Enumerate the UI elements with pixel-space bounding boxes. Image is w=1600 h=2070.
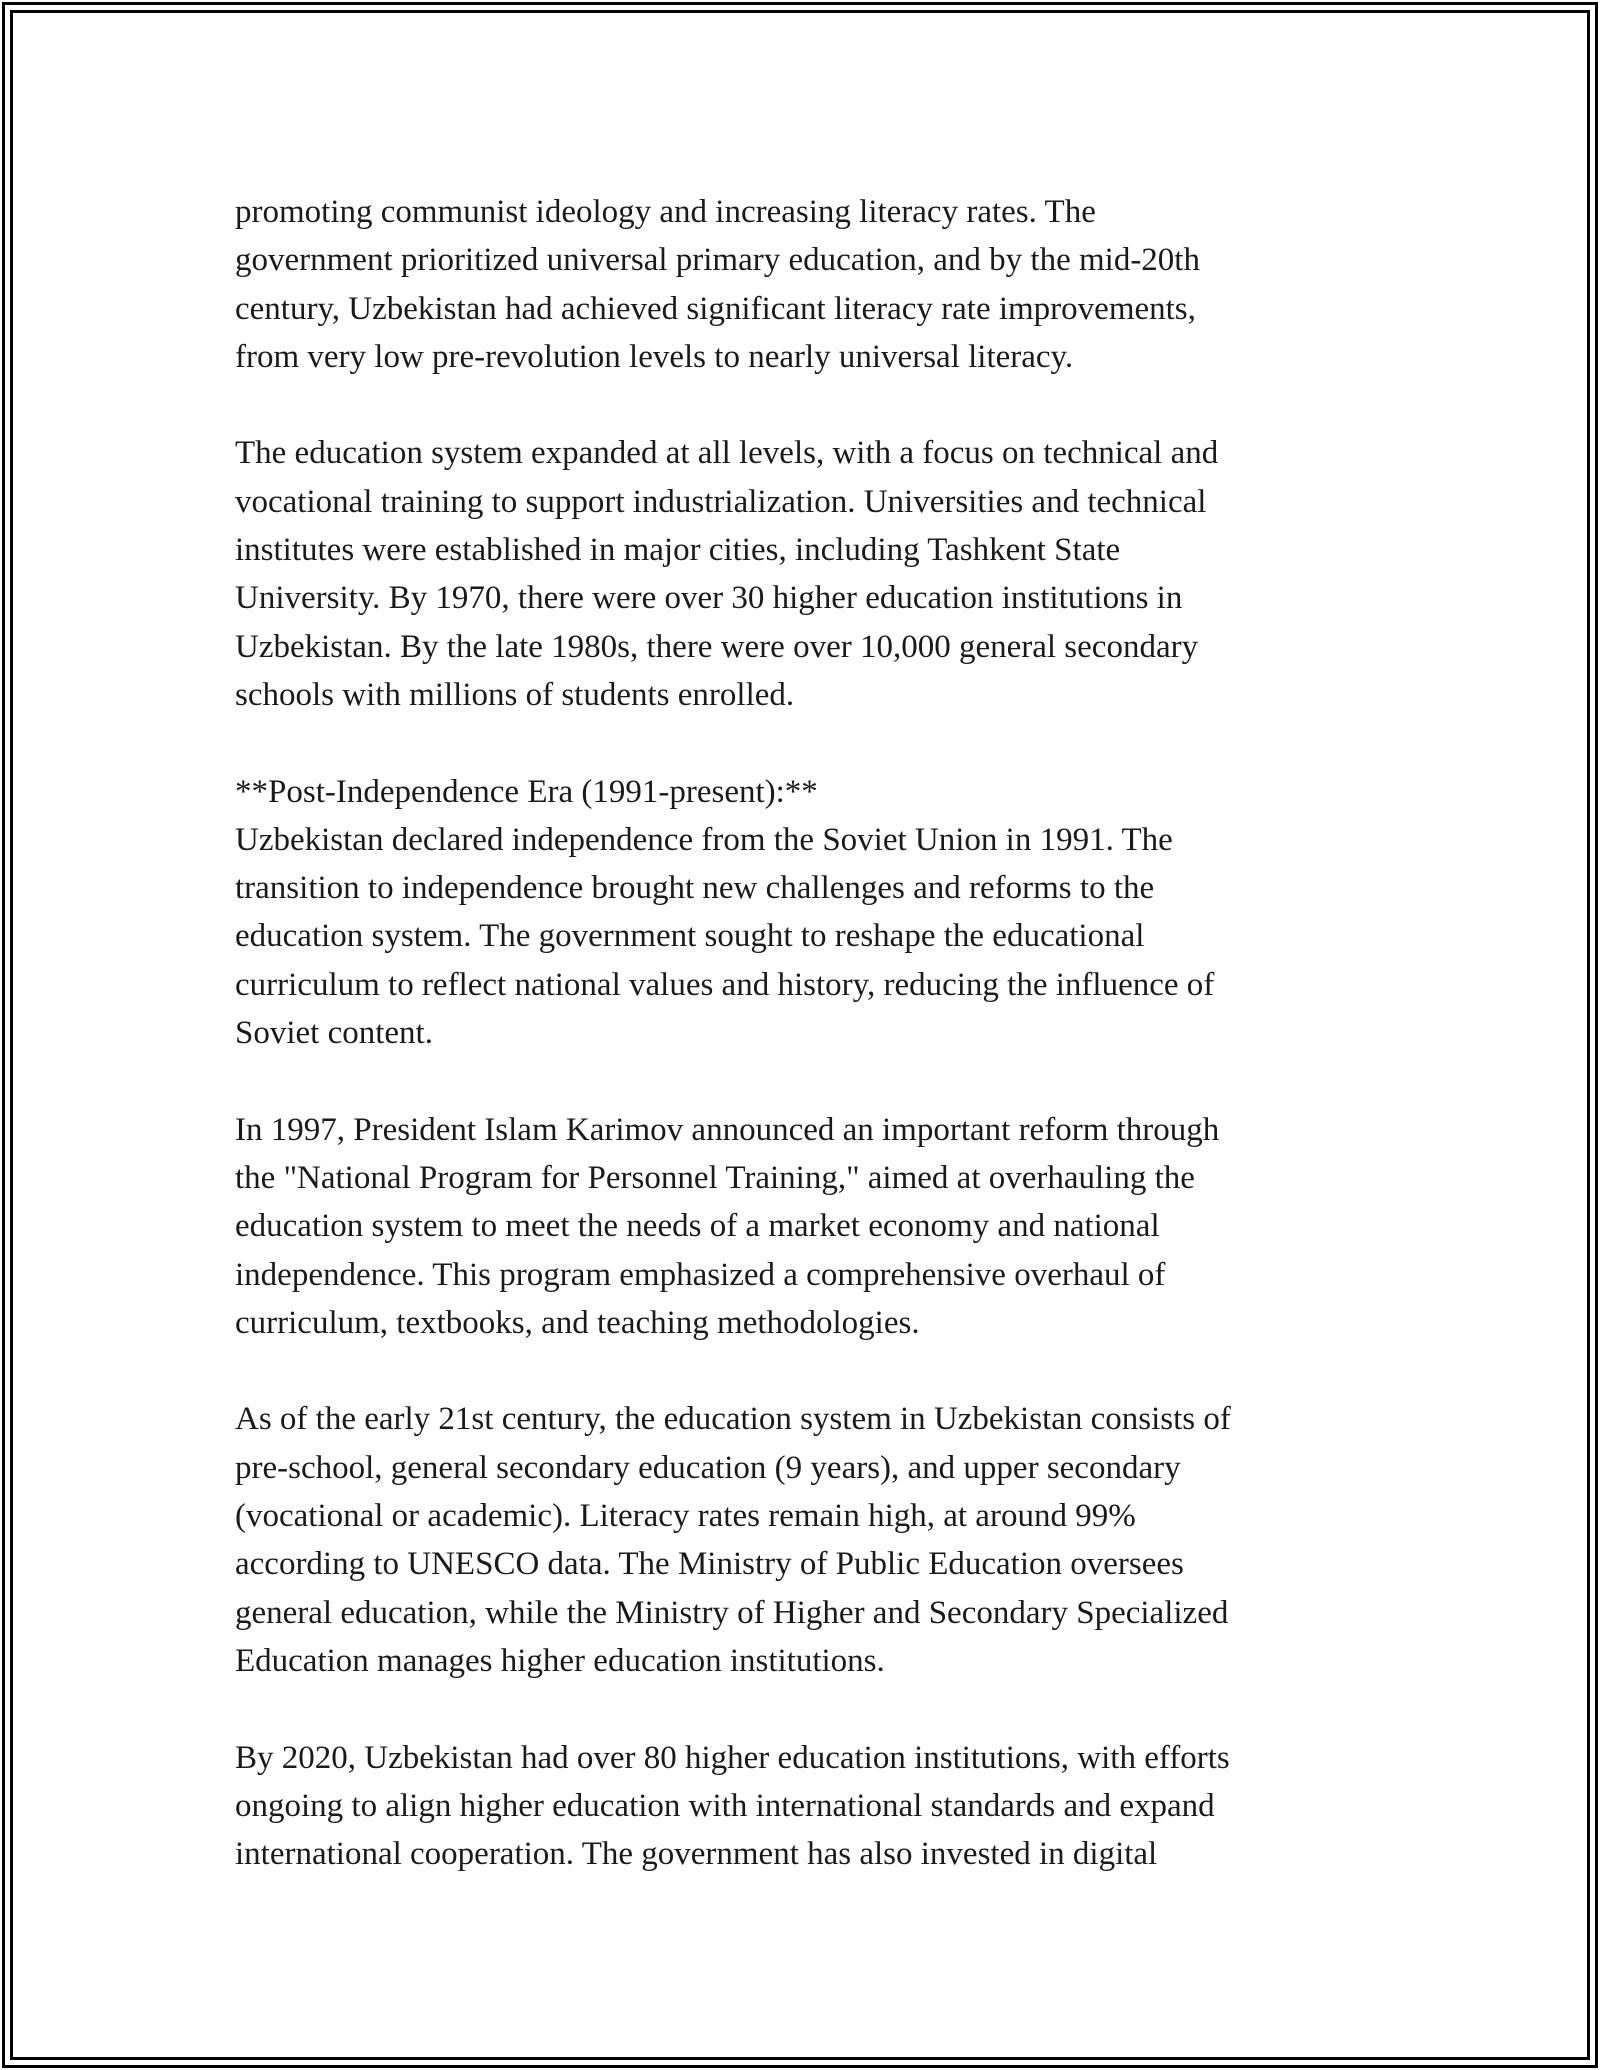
paragraph-2020: By 2020, Uzbekistan had over 80 higher education institutions, with efforts ongoing to align higher education with international standards and expand international cooperation. The government has also invested in digital (235, 1739, 1230, 1873)
paragraph-21st-century: As of the early 21st century, the education system in Uzbekistan consists of pre-school, general secondary education (9 years), and upper secondary (vocational or academic). Literacy rates remain high, at around 99% according to UNESCO data. The Ministry of Public Education oversees general education, while the Ministry of Higher and Secondary Specialized Education manages higher education institutions. (235, 1401, 1231, 1679)
paragraph-1997-reform: In 1997, President Islam Karimov announced an important reform through the "National Program for Personnel Training," aimed at overhauling the education system to meet the needs of a market economy and national independence. This program emphasized a comprehensive overhaul of curriculum, textbooks, and teaching methodologies. (235, 1111, 1220, 1341)
document-body (235, 188, 1365, 1927)
paragraph-soviet-literacy: promoting communist ideology and increasing literacy rates. The government prioritized universal primary education, and by the mid-20th century, Uzbekistan had achieved significant literacy rate improvements, from very low pre-revolution levels to nearly universal literacy. (235, 194, 1200, 375)
paragraph-soviet-expansion: The education system expanded at all levels, with a focus on technical and vocational training to support industrialization. Universities and technical institutes were established in major cities, including Tashkent State University. By 1970, there were over 30 higher education institutions in Uzbekistan. By the late 1980s, there were over 10,000 general secondary schools with millions of students enrolled. (235, 435, 1219, 713)
paragraph-independence: Uzbekistan declared independence from the Soviet Union in 1991. The transition to independence brought new challenges and reforms to the education system. The government sought to reshape the educational curriculum to reflect national values and history, reducing the influence of Soviet content. (235, 821, 1215, 1052)
section-heading-post-independence: **Post-Independence Era (1991-present):** (235, 773, 818, 810)
